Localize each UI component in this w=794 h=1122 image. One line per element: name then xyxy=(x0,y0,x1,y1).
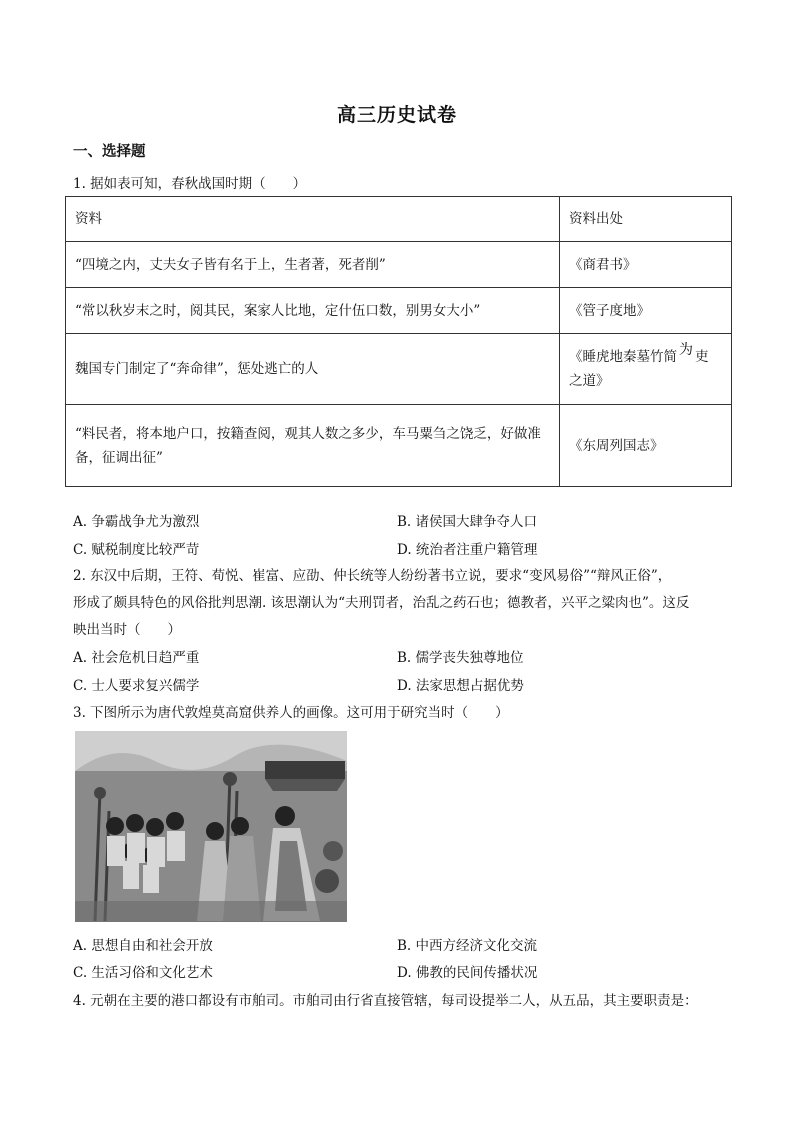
q1-option-d: D. 统治者注重户籍管理 xyxy=(397,542,538,558)
table-cell: 《管子度地》 xyxy=(560,288,732,334)
q2-stem-line-1: 2. 东汉中后期，王符、荀悦、崔富、应劭、仲长统等人纷纷著书立说，要求“变风易俗”“辩风正俗”， xyxy=(73,568,672,584)
table-header-row xyxy=(66,197,732,242)
q2-stem-line-3: 映出当时（ ） xyxy=(73,622,181,638)
q1-source-table xyxy=(65,196,732,487)
table-cell: 魏国专门制定了“奔命律”，惩处逃亡的人 xyxy=(66,334,560,405)
table-header-cell: 资料 xyxy=(66,197,560,242)
q3-option-d: D. 佛教的民间传播状况 xyxy=(397,965,538,981)
q3-option-a: A. 思想自由和社会开放 xyxy=(73,938,213,954)
source-text: 为 xyxy=(679,342,693,358)
q1-option-a: A. 争霸战争尤为激烈 xyxy=(73,514,200,530)
q1-stem: 1. 据如表可知，春秋战国时期（ ） xyxy=(73,176,307,192)
q3-stem: 3. 下图所示为唐代敦煌莫高窟供养人的画像。这可用于研究当时（ ） xyxy=(73,705,509,721)
table-row xyxy=(66,405,732,487)
q3-option-b: B. 中西方经济文化交流 xyxy=(397,938,538,954)
q3-option-c: C. 生活习俗和文化艺术 xyxy=(73,965,213,981)
table-row xyxy=(66,288,732,334)
table-row xyxy=(66,334,732,405)
mural-illustration xyxy=(75,731,347,922)
table-cell: “料民者，将本地户口，按籍查阅，观其人数之多少，车马粟刍之饶乏，好做准备，征调出征” xyxy=(66,405,560,487)
table-cell: “四境之内，丈夫女子皆有名于上，生者著，死者削” xyxy=(66,242,560,288)
source-text: 之道》 xyxy=(569,373,610,389)
section-heading: 一、选择题 xyxy=(73,144,146,160)
table-cell: “常以秋岁末之时，阅其民，案家人比地，定什伍口数，别男女大小” xyxy=(66,288,560,334)
source-text: 《睡虎地秦墓竹简 xyxy=(569,349,677,365)
q2-stem-line-2: 形成了颇具特色的风俗批判思潮. 该思潮认为“夫刑罚者，治乱之药石也；德教者，兴平之粱肉也”。这反 xyxy=(73,595,690,611)
table-header-cell: 资料出处 xyxy=(560,197,732,242)
q1-option-c: C. 赋税制度比较严苛 xyxy=(73,542,200,558)
q4-stem: 4. 元朝在主要的港口都设有市舶司。市舶司由行省直接管辖，每司设提举二人，从五品，其主要职责是： xyxy=(73,993,698,1009)
q2-option-b: B. 儒学丧失独尊地位 xyxy=(397,650,524,666)
table-row xyxy=(66,242,732,288)
mural-image xyxy=(75,731,347,922)
q2-option-a: A. 社会危机日趋严重 xyxy=(73,650,200,666)
page-title: 高三历史试卷 xyxy=(336,104,457,126)
q1-option-b: B. 诸侯国大肆争夺人口 xyxy=(397,514,538,530)
q2-option-d: D. 法家思想占据优势 xyxy=(397,678,524,694)
table-cell: 《商君书》 xyxy=(560,242,732,288)
table-cell xyxy=(560,334,732,405)
q2-option-c: C. 士人要求复兴儒学 xyxy=(73,678,200,694)
table-cell: 《东周列国志》 xyxy=(560,405,732,487)
source-text: 吏 xyxy=(695,349,709,365)
